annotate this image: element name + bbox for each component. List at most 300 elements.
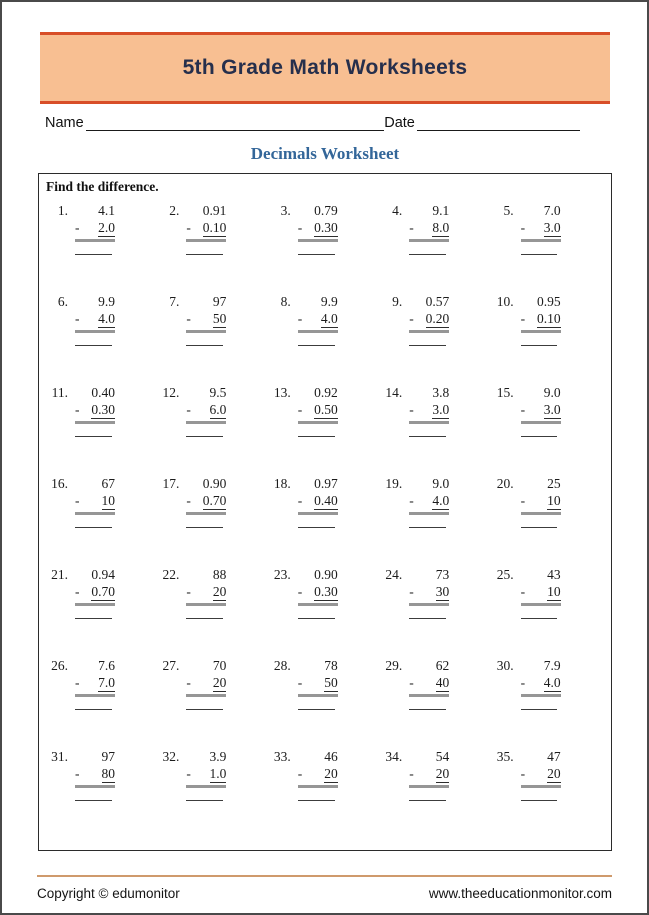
equals-rule: [409, 421, 449, 424]
problem-stack: [409, 566, 449, 619]
problem-number: 12.: [162, 385, 180, 400]
problem-number: 4.: [392, 203, 403, 218]
equals-rule: [521, 603, 561, 606]
problem: [492, 293, 603, 384]
problem: [157, 657, 268, 748]
problem-stack: [521, 293, 561, 346]
subtrahend-row: [409, 219, 449, 237]
problem-stack: [521, 202, 561, 255]
answer-blank: [298, 254, 335, 255]
problem-number: 16.: [51, 476, 68, 491]
minuend-value: 9.9: [98, 294, 115, 309]
subtrahend-value: 10: [101, 493, 115, 508]
answer-blank: [521, 709, 558, 710]
problem-stack: [298, 748, 338, 801]
subtrahend-row: [186, 492, 226, 510]
problem-number: 22.: [162, 567, 180, 582]
subtrahend-row: [298, 674, 338, 692]
problem-number: 32.: [162, 749, 180, 764]
minus-sign: -: [520, 584, 526, 599]
minuend-value: 0.95: [536, 294, 561, 309]
minuend-value: 0.92: [314, 385, 338, 400]
subtrahend-row: [298, 219, 338, 237]
subtrahend-row: [75, 674, 115, 692]
minus-sign: -: [409, 220, 414, 235]
subtrahend-value: 80: [101, 766, 115, 781]
problem: [157, 293, 268, 384]
problem-number: 35.: [496, 749, 514, 764]
minus-sign: -: [297, 311, 303, 326]
subtrahend-row: [298, 310, 338, 328]
problem: [46, 657, 157, 748]
minus-sign: -: [75, 402, 80, 417]
subtrahend-row: [186, 583, 226, 601]
subtrahend-value: 0.20: [425, 311, 450, 326]
minuend-value: 78: [324, 658, 338, 673]
minuend-value: 9.0: [432, 476, 450, 491]
subtrahend-value: 50: [324, 675, 338, 690]
problem-stack: [298, 202, 338, 255]
problem-stack: [409, 748, 449, 801]
problem: [157, 475, 268, 566]
problem: [380, 202, 491, 293]
problem-stack: [298, 293, 338, 346]
equals-rule: [298, 512, 338, 515]
answer-blank: [521, 527, 558, 528]
subtrahend-row: [75, 492, 115, 510]
problem-number: 5.: [503, 203, 514, 218]
problem: [269, 202, 380, 293]
equals-rule: [521, 239, 561, 242]
problem-stack: [75, 384, 115, 437]
problem-number: 29.: [385, 658, 403, 673]
answer-blank: [75, 800, 112, 801]
problem: [380, 384, 491, 475]
minus-sign: -: [297, 584, 303, 599]
answer-blank: [75, 618, 112, 619]
subtrahend-value: 0.70: [91, 584, 115, 599]
minus-sign: -: [297, 220, 303, 235]
problem: [269, 748, 380, 839]
equals-rule: [298, 603, 338, 606]
subtrahend-value: 20: [212, 584, 227, 599]
answer-blank: [186, 345, 223, 346]
minus-sign: -: [409, 493, 414, 508]
subtrahend-value: 20: [435, 766, 450, 781]
header-banner: [40, 32, 610, 104]
problem-stack: [186, 475, 226, 528]
equals-rule: [409, 694, 449, 697]
minuend-value: 9.1: [432, 203, 450, 218]
equals-rule: [298, 239, 338, 242]
minus-sign: -: [186, 402, 191, 417]
minuend-value: 46: [324, 749, 338, 764]
problem-number: 19.: [385, 476, 403, 491]
problem-number: 34.: [385, 749, 403, 764]
subtrahend-row: [75, 401, 115, 419]
minuend-value: 0.97: [314, 476, 338, 491]
subtrahend-value: 7.0: [98, 675, 115, 690]
equals-rule: [298, 421, 338, 424]
minuend-value: 0.91: [202, 203, 227, 218]
problem: [380, 566, 491, 657]
subtrahend-row: [521, 310, 561, 328]
subtrahend-value: 1.0: [209, 766, 227, 781]
problem-stack: [186, 748, 226, 801]
minuend-value: 0.57: [425, 294, 450, 309]
problems-grid: [46, 202, 603, 839]
equals-rule: [298, 694, 338, 697]
minus-sign: -: [297, 675, 303, 690]
minus-sign: -: [520, 675, 526, 690]
page-title: 5th Grade Math Worksheets: [182, 56, 468, 79]
minuend-value: 4.1: [98, 203, 115, 218]
subtrahend-row: [521, 492, 561, 510]
answer-blank: [75, 527, 112, 528]
name-label: Name: [45, 115, 84, 131]
problem-stack: [521, 475, 561, 528]
problem-number: 18.: [273, 476, 291, 491]
equals-rule: [75, 421, 115, 424]
problem-stack: [521, 384, 561, 437]
subtrahend-value: 0.10: [202, 220, 227, 235]
minus-sign: -: [75, 584, 80, 599]
subtrahend-row: [521, 583, 561, 601]
subtrahend-row: [75, 765, 115, 783]
problem: [492, 748, 603, 839]
problem: [157, 202, 268, 293]
problem-stack: [521, 657, 561, 710]
problem: [380, 293, 491, 384]
answer-blank: [186, 436, 223, 437]
equals-rule: [409, 330, 449, 333]
subtrahend-row: [298, 583, 338, 601]
minus-sign: -: [75, 311, 80, 326]
subtrahend-value: 30: [435, 584, 450, 599]
minuend-value: 3.9: [209, 749, 227, 764]
minus-sign: -: [409, 584, 414, 599]
answer-blank: [409, 436, 446, 437]
minuend-value: 0.90: [314, 567, 338, 582]
problem-number: 2.: [169, 203, 180, 218]
problem-number: 23.: [273, 567, 291, 582]
problem: [269, 475, 380, 566]
minus-sign: -: [75, 220, 80, 235]
problem-stack: [75, 202, 115, 255]
subtrahend-row: [186, 310, 226, 328]
name-date-row: [45, 113, 580, 131]
answer-blank: [298, 345, 335, 346]
answer-blank: [409, 527, 446, 528]
problem: [269, 566, 380, 657]
minuend-value: 9.9: [320, 294, 338, 309]
subtrahend-row: [409, 765, 449, 783]
problem: [380, 748, 491, 839]
problem-number: 1.: [57, 203, 68, 218]
minuend-value: 7.0: [543, 203, 561, 218]
minus-sign: -: [75, 493, 80, 508]
subtrahend-value: 10: [547, 493, 561, 508]
minuend-value: 9.0: [543, 385, 561, 400]
problem-stack: [298, 475, 338, 528]
subtrahend-row: [521, 219, 561, 237]
answer-blank: [521, 436, 558, 437]
problem: [46, 202, 157, 293]
problem: [492, 202, 603, 293]
minus-sign: -: [186, 311, 191, 326]
problem: [492, 566, 603, 657]
equals-rule: [186, 603, 226, 606]
minus-sign: -: [409, 311, 414, 326]
answer-blank: [298, 800, 335, 801]
subtrahend-value: 3.0: [432, 402, 450, 417]
answer-blank: [186, 709, 223, 710]
problem-stack: [186, 384, 226, 437]
equals-rule: [298, 785, 338, 788]
subtrahend-row: [186, 674, 226, 692]
minus-sign: -: [186, 220, 191, 235]
answer-blank: [186, 618, 223, 619]
subtrahend-value: 10: [547, 584, 561, 599]
minus-sign: -: [186, 493, 191, 508]
minuend-value: 97: [212, 294, 227, 309]
minuend-value: 54: [435, 749, 450, 764]
problem-number: 30.: [496, 658, 514, 673]
date-label: Date: [384, 115, 415, 131]
subtrahend-value: 6.0: [209, 402, 227, 417]
answer-blank: [521, 345, 558, 346]
subtrahend-row: [75, 310, 115, 328]
problem-number: 27.: [162, 658, 180, 673]
problem-stack: [75, 657, 115, 710]
minuend-value: 0.90: [202, 476, 227, 491]
problem: [269, 293, 380, 384]
answer-blank: [186, 527, 223, 528]
problem: [492, 384, 603, 475]
equals-rule: [409, 512, 449, 515]
minuend-value: 73: [435, 567, 450, 582]
subtrahend-row: [409, 401, 449, 419]
subtrahend-value: 0.30: [314, 584, 338, 599]
subtrahend-value: 50: [212, 311, 227, 326]
subtrahend-row: [298, 492, 338, 510]
equals-rule: [409, 603, 449, 606]
subtrahend-value: 4.0: [432, 493, 450, 508]
equals-rule: [521, 330, 561, 333]
minus-sign: -: [409, 766, 414, 781]
problem-number: 7.: [169, 294, 180, 309]
copyright-text: Copyright © edumonitor: [37, 886, 180, 901]
equals-rule: [186, 785, 226, 788]
instruction-text: Find the difference.: [46, 179, 159, 194]
answer-blank: [75, 254, 112, 255]
subtrahend-row: [521, 401, 561, 419]
problem-stack: [409, 293, 449, 346]
subtrahend-row: [409, 492, 449, 510]
subtrahend-row: [186, 219, 226, 237]
answer-blank: [409, 618, 446, 619]
problem-stack: [521, 748, 561, 801]
minuend-value: 97: [101, 749, 115, 764]
minuend-value: 88: [212, 567, 227, 582]
problem: [157, 566, 268, 657]
problem: [46, 293, 157, 384]
subtrahend-row: [298, 765, 338, 783]
answer-blank: [298, 709, 335, 710]
minuend-value: 7.9: [543, 658, 561, 673]
problem-stack: [186, 293, 226, 346]
subtrahend-row: [186, 401, 226, 419]
problem: [380, 657, 491, 748]
subtrahend-value: 20: [324, 766, 338, 781]
problem-stack: [186, 566, 226, 619]
problem-number: 15.: [496, 385, 514, 400]
minuend-value: 62: [435, 658, 450, 673]
equals-rule: [298, 330, 338, 333]
minuend-value: 0.79: [314, 203, 338, 218]
problem: [492, 475, 603, 566]
problem-stack: [186, 202, 226, 255]
answer-blank: [409, 345, 446, 346]
equals-rule: [75, 330, 115, 333]
subtrahend-value: 4.0: [320, 311, 338, 326]
equals-rule: [521, 421, 561, 424]
subtrahend-row: [409, 310, 449, 328]
answer-blank: [75, 345, 112, 346]
minuend-value: 0.94: [91, 567, 115, 582]
answer-blank: [186, 800, 223, 801]
subtrahend-row: [298, 401, 338, 419]
problem-number: 11.: [51, 385, 68, 400]
equals-rule: [409, 785, 449, 788]
problem-number: 25.: [496, 567, 514, 582]
minus-sign: -: [186, 584, 191, 599]
answer-blank: [409, 800, 446, 801]
subtrahend-value: 0.70: [202, 493, 227, 508]
minus-sign: -: [75, 675, 80, 690]
problem-stack: [409, 202, 449, 255]
subtrahend-value: 20: [547, 766, 561, 781]
subtrahend-value: 0.30: [314, 220, 338, 235]
subtrahend-row: [75, 219, 115, 237]
date-blank-line: [417, 116, 580, 131]
minus-sign: -: [186, 675, 191, 690]
equals-rule: [75, 512, 115, 515]
problem: [492, 657, 603, 748]
subtrahend-value: 3.0: [543, 220, 561, 235]
problem-number: 6.: [57, 294, 68, 309]
problem-stack: [298, 657, 338, 710]
answer-blank: [409, 254, 446, 255]
answer-blank: [521, 254, 558, 255]
footer: [37, 875, 612, 901]
problem-stack: [75, 293, 115, 346]
problem: [157, 384, 268, 475]
answer-blank: [298, 436, 335, 437]
worksheet-title: Decimals Worksheet: [250, 144, 400, 163]
problem-stack: [298, 566, 338, 619]
equals-rule: [186, 512, 226, 515]
problem-number: 24.: [385, 567, 403, 582]
subtrahend-value: 4.0: [98, 311, 115, 326]
minuend-value: 70: [212, 658, 227, 673]
problems-box: [38, 173, 612, 851]
equals-rule: [521, 512, 561, 515]
equals-rule: [186, 421, 226, 424]
problem-stack: [186, 657, 226, 710]
minuend-value: 9.5: [209, 385, 227, 400]
problem: [46, 475, 157, 566]
equals-rule: [75, 785, 115, 788]
problem-number: 10.: [496, 294, 514, 309]
minus-sign: -: [520, 311, 526, 326]
minus-sign: -: [75, 766, 80, 781]
subtrahend-value: 0.50: [314, 402, 338, 417]
subtrahend-row: [521, 765, 561, 783]
problem-stack: [521, 566, 561, 619]
name-blank-line: [86, 116, 385, 131]
problem-number: 31.: [51, 749, 68, 764]
subtrahend-row: [409, 674, 449, 692]
minuend-value: 67: [101, 476, 115, 491]
answer-blank: [521, 618, 558, 619]
answer-blank: [298, 618, 335, 619]
problem-stack: [409, 384, 449, 437]
answer-blank: [75, 709, 112, 710]
problem-stack: [75, 748, 115, 801]
problem: [46, 566, 157, 657]
problem-number: 20.: [496, 476, 514, 491]
problem-number: 21.: [51, 567, 68, 582]
equals-rule: [409, 239, 449, 242]
minus-sign: -: [297, 402, 303, 417]
problem: [269, 657, 380, 748]
problem-stack: [409, 657, 449, 710]
minus-sign: -: [520, 402, 526, 417]
minus-sign: -: [409, 402, 414, 417]
subtrahend-row: [186, 765, 226, 783]
problem-number: 9.: [392, 294, 403, 309]
subtrahend-row: [75, 583, 115, 601]
subtrahend-value: 20: [212, 675, 227, 690]
subtrahend-value: 2.0: [98, 220, 115, 235]
problem-number: 14.: [385, 385, 403, 400]
answer-blank: [75, 436, 112, 437]
equals-rule: [75, 694, 115, 697]
equals-rule: [521, 694, 561, 697]
minus-sign: -: [186, 766, 191, 781]
answer-blank: [186, 254, 223, 255]
minus-sign: -: [520, 766, 526, 781]
equals-rule: [75, 239, 115, 242]
minuend-value: 47: [547, 749, 561, 764]
answer-blank: [521, 800, 558, 801]
equals-rule: [521, 785, 561, 788]
minus-sign: -: [520, 493, 526, 508]
problem-number: 26.: [51, 658, 68, 673]
problem: [269, 384, 380, 475]
answer-blank: [298, 527, 335, 528]
equals-rule: [75, 603, 115, 606]
subtrahend-value: 0.40: [314, 493, 338, 508]
subtrahend-value: 0.10: [536, 311, 561, 326]
problem-stack: [298, 384, 338, 437]
subtrahend-value: 3.0: [543, 402, 561, 417]
minuend-value: 7.6: [98, 658, 115, 673]
problem: [46, 384, 157, 475]
problem-number: 13.: [273, 385, 291, 400]
subtrahend-value: 40: [435, 675, 450, 690]
